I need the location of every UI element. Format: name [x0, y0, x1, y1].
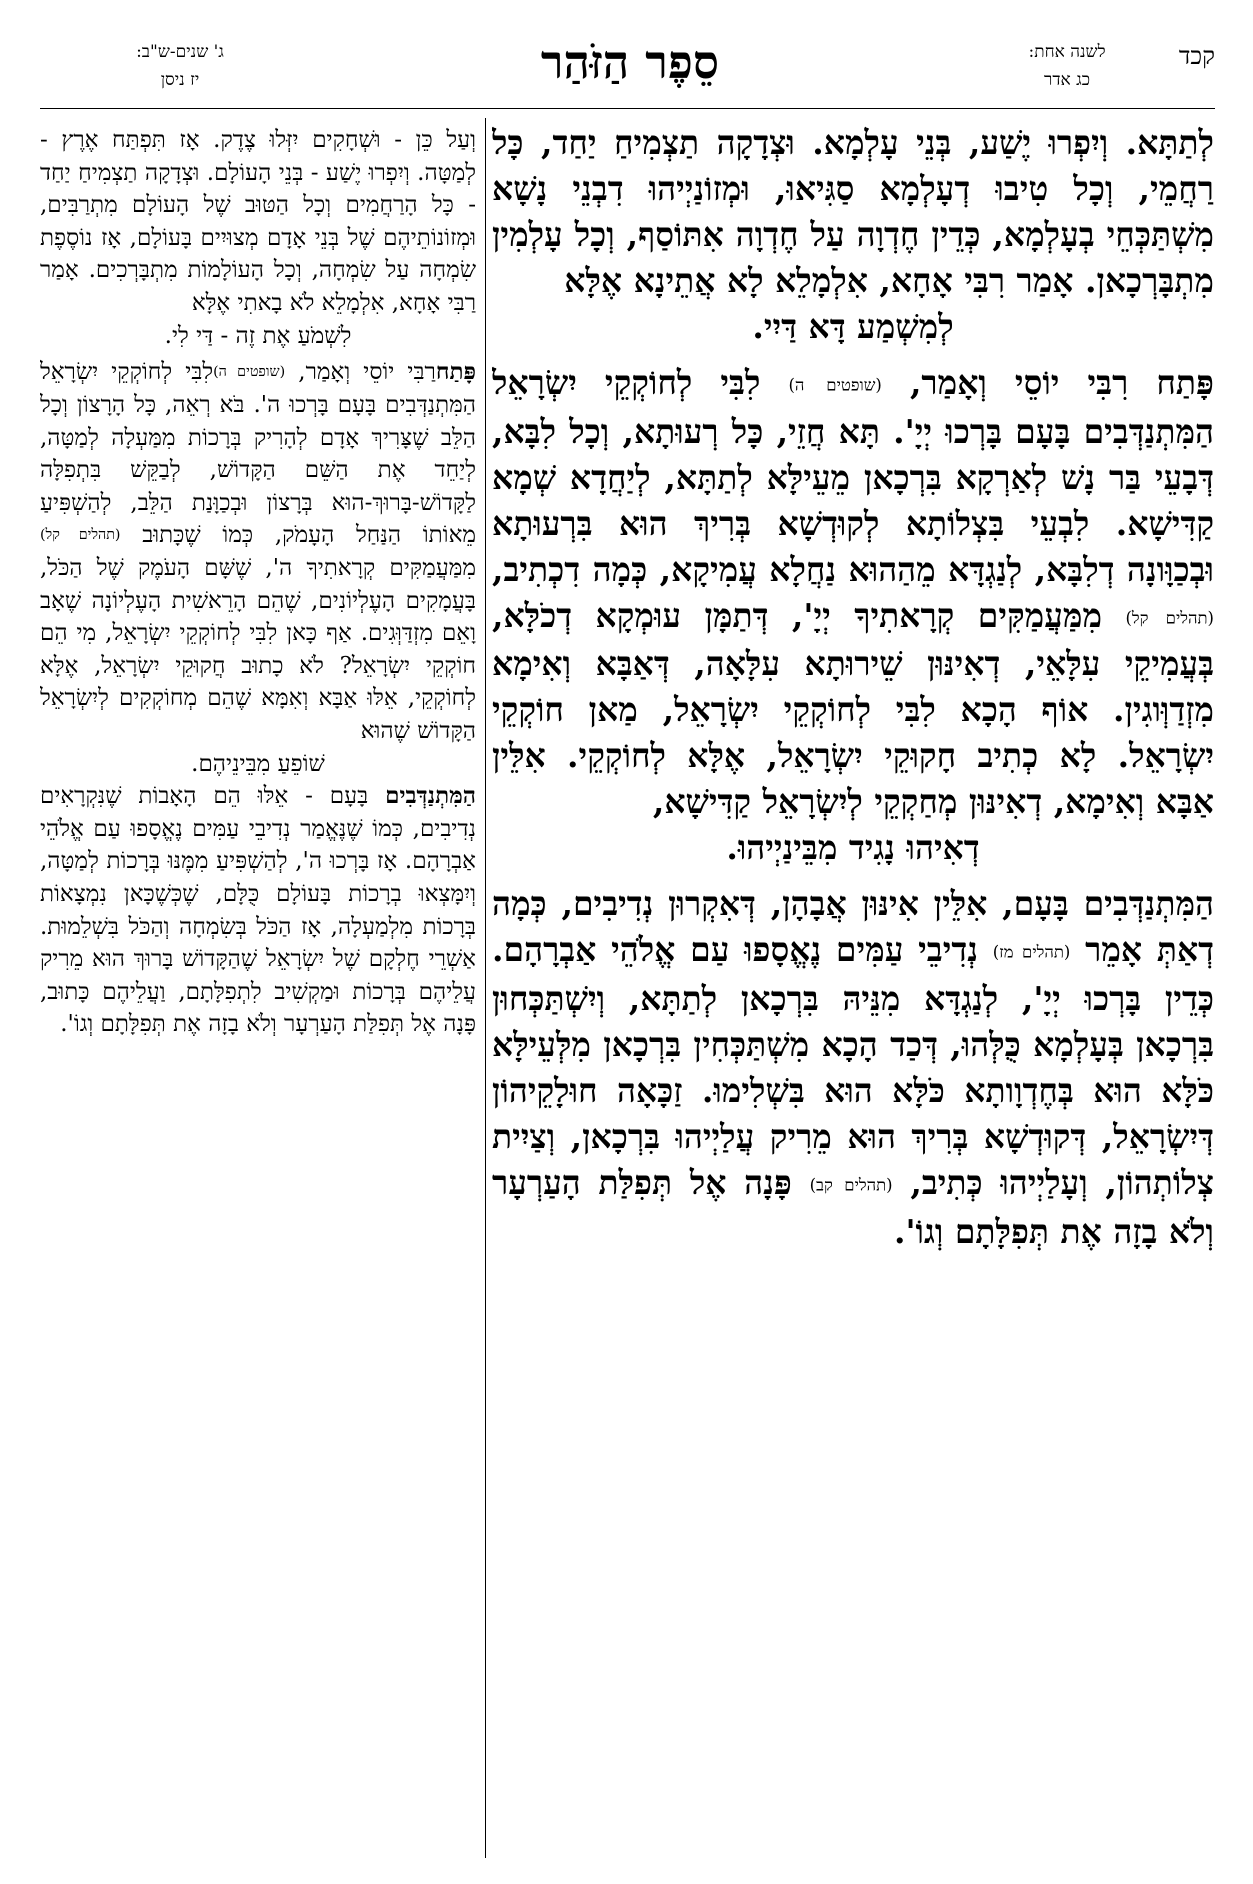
citation-tehillim-kl: (תהלים קל) [1125, 608, 1214, 628]
side-paragraph-2 [40, 356, 476, 747]
portion-reference [40, 38, 320, 94]
main-paragraph-2 [492, 360, 1214, 825]
citation-tehillim-mz: (תהלים מז) [992, 943, 1071, 963]
hebrew-translation-column [40, 124, 476, 1860]
main-paragraph-2-continuation: מִמַּעֲמַקִּים קְרָאתִיךָ יְיָ', דְּתַמָּן עוּמְקָא דְכֹלָּא, בְּעֲמִיקֵי עִלָּאֵי, דְאִינּוּן שֵׁירוּתָא עִלָּאָה, דְּאַבָּא וְאִימָא מִזְדַוְּוגִין. אוֹף הָכָא לִבִּי לְחוֹקְקֵי יִשְׂרָאֵל, מַאן חוֹקְקֵי יִשְׂרָאֵל. לָא כְתִיב חָקוּקֵי יִשְׂרָאֵל, אֶלָּא לְחוֹקְקֵי. אִלֵּין אַבָּא וְאִימָא, דְאִינּוּן מְחַקְקֵי לְיִשְׂרָאֵל קַדִּישָׁא, [492, 595, 1214, 822]
portion-years: ג' שנים-ש"ב: [136, 42, 224, 62]
side-citation-tehillim-kl: (תהלים קל) [40, 527, 121, 544]
side-paragraph-2-continuation: מִמַּעֲמַקִּים קְרָאתִיךָ ה', שֶׁשָּׁם הָעֹמֶק שֶׁל הַכֹּל, בָּעֲמָקִים הָעֶלְיוֹנִים, שֶׁהֵם הָרֵאשִׁית הָעֶלְיוֹנָה שֶׁאָב וָאֵם מִזְדַּוְּגִים. אַף כָּאן לִבִּי לְחוֹקְקֵי יִשְׂרָאֵל, מִי הֵם חוֹקְקֵי יִשְׂרָאֵל? לֹא כָתוּב חֲקוּקֵי יִשְׂרָאֵל, אֶלָּא לְחוֹקְקֵי, אֵלּוּ אַבָּא וְאִמָּא שֶׁהֵם מְחוֹקְקִים לְיִשְׂרָאֵל הַקָּדוֹשׁ שֶׁהוּא [40, 555, 476, 744]
main-paragraph-2-end: דְאִיהוּ נָגִיד מִבֵּינַיְיהוּ. [726, 828, 980, 868]
portion-date: יז ניסן [160, 70, 200, 90]
main-paragraph-1 [492, 120, 1214, 304]
daily-reference [987, 38, 1147, 94]
side-citation-shoftim: (שופטים ה) [213, 364, 286, 381]
side-paragraph-1: וְעַל כֵּן - וּשְׁחָקִים יִזְּלוּ צֶדֶק. אָז תִּפְתַּח אֶרֶץ - לְמַטָּה. וְיִפְרוּ יֶשַׁע - בְּנֵי הָעוֹלָם. וּצְדָקָה תַצְמִיחַ יַחַד - כָּל הָרַחֲמִים וְכָל הַטּוּב שֶׁל הָעוֹלָם מִתְרַבִּים, וּמְזוֹנוֹתֵיהֶם שֶׁל בְּנֵי אָדָם מְצוּיִים בָּעוֹלָם, אָז נוֹסֶפֶת שִׂמְחָה עַל שִׂמְחָה, וְכָל הָעוֹלָמוֹת מִתְבָּרְכִים. אָמַר רַבִּי אָחָא, אִלְמָלֵא לֹא בָאתִי אֶלָּא [40, 127, 476, 316]
main-paragraph-1-end: לְמִשְׁמַע דָּא דַּיִי. [752, 307, 954, 346]
main-paragraph-2-text: לִבִּי לְחוֹקְקֵי יִשְׂרָאֵל הַמִּתְנַדְּבִים בָּעָם בָּרְכוּ יְיָ'. תָּא חֲזֵי, כָּל רְעוּתָא, וְכָל לִבָּא, דְּבָעֵי בַּר נָשׁ לְאַרְקָא בִּרְכָאן מֵעֵילָּא לְתַתָּא, לְיַחֲדָא שְׁמָא קַדִּישָׁא. לִבְעֵי בִּצְלוֹתָא לְקוּדְשָׁא בְּרִיךְ הוּא בִּרְעוּתָא וּבְכַוָּונָה דְלִבָּא, לְנַגְדָּא מֵהַהוּא נַחֲלָא עֲמִיקָא, כְּמָה דִכְתִיב, [492, 363, 1214, 589]
main-paragraph-3-opening: הַמִּתְנַדְּבִים בָּעָם, אִלֵּין אִינּוּן אֲבָהָן, דְּאִקְרוּן נְדִיבִים, כְּמָה דְאַתְּ אָמֵר [492, 884, 1214, 970]
aramaic-text-column [492, 120, 1214, 1860]
main-paragraph-3-continuation: פָּנָה אֶל תְּפִלַּת הָעַרְעָר וְלֹא בָזָה אֶת תְּפִלָּתָם וְגוֹ'. [492, 1163, 1214, 1251]
column-divider [485, 118, 486, 1858]
side-paragraph-3-lead-word: הַמִּתְנַדְּבִים [385, 782, 476, 810]
side-paragraph-2-end: שׁוֹפֵעַ מִבֵּינֵיהֶם. [191, 750, 325, 777]
citation-tehillim-kb: (תהלים קב) [809, 1175, 893, 1195]
main-paragraph-3 [492, 881, 1214, 1254]
side-paragraph-1-end: לִשְׁמֹעַ אֶת זֶה - דַּי לִי. [164, 322, 352, 349]
page-header [40, 34, 1215, 104]
daily-date: כג אדר [1043, 70, 1091, 90]
side-paragraph-2-text: לִבִּי לְחוֹקְקֵי יִשְׂרָאֵל הַמִּתְנַדְּבִים בָּעָם בָּרְכוּ ה'. בֹּא רְאֵה, כָּל הָרָצוֹן וְכָל הַלֵּב שֶׁצָּרִיךְ אָדָם לְהָרִיק בְּרָכוֹת מִמַּעְלָה לְמַטָּה, לְיַחֵד אֶת הַשֵּׁם הַקָּדוֹשׁ, לְבַקֵּשׁ בִּתְפִלָּה לַקָּדוֹשׁ-בָּרוּךְ-הוּא בְּרָצוֹן וּבְכַוָּנַת הַלֵּב, לְהַשְׁפִּיעַ מֵאוֹתוֹ הַנַּחַל הָעָמֹק, כְּמוֹ שֶׁכָּתוּב [40, 359, 476, 549]
main-paragraph-1-text: לְתַתָּא. וְיִפְרוּ יֶשַׁע, בְּנֵי עָלְמָא. וּצְדָקָה תַצְמִיחַ יַחַד, כָּל רַחֲמֵי, וְכָל טִיבוּ דְעָלְמָא סַגִּיאוּ, וּמְזוֹנַיְיהוּ דִבְנֵי נָשָׁא מִשְׁתַּכְּחֵי בְעָלְמָא, כְּדֵין חֶדְוָה עַל חֶדְוָה אִתּוֹסַף, וְכָל עָלְמִין מִתְבָּרְכָאן. אָמַר רִבִּי אָחָא, אִלְמָלֵא לָא אֲתֵינָא אֶלָּא [492, 123, 1214, 300]
side-paragraph-3 [40, 780, 476, 1041]
book-title: סֵפֶר הַזֹּהַר [540, 35, 720, 89]
header-divider [40, 108, 1215, 109]
main-paragraph-2-opening: פָּתַח רִבִּי יוֹסֵי וְאָמַר, [909, 363, 1214, 402]
daily-schedule: לשנה אחת: [1028, 42, 1106, 62]
side-paragraph-3-text: בָּעָם - אֵלּוּ הֵם הָאָבוֹת שֶׁנִּקְרָאִים נְדִיבִים, כְּמוֹ שֶׁנֶּאֱמַר נְדִיבֵי עַמִּים נֶאֱסָפוּ עַם אֱלֹהֵי אַבְרָהָם. אָז בָּרְכוּ ה', לְהַשְׁפִּיעַ מִמֶּנּוּ בְּרָכוֹת לְמַטָּה, וְיִמָּצְאוּ בְרָכוֹת בָּעוֹלָם כֻּלָּם, שֶׁכְּשֶׁכָּאן נִמְצָאוֹת בְּרָכוֹת מִלְמַעְלָה, אָז הַכֹּל בְּשִׂמְחָה וְהַכֹּל בִּשְׁלֵמוּת. אַשְׁרֵי חֶלְקָם שֶׁל יִשְׂרָאֵל שֶׁהַקָּדוֹשׁ בָּרוּךְ הוּא מֵרִיק עֲלֵיהֶם בְּרָכוֹת וּמַקְשִׁיב לִתְפִלָּתָם, וַעֲלֵיהֶם כָּתוּב, פָּנָה אֶל תְּפִלַּת הָעַרְעָר וְלֹא בָזָה אֶת תְּפִלָּתָם וְגוֹ'. [40, 783, 476, 1038]
page-number: קכד [1178, 42, 1215, 70]
citation-shoftim: (שופטים ה) [788, 375, 882, 395]
side-paragraph-2-lead-word: פָּתַח [435, 358, 476, 386]
side-paragraph-2-opening: רַבִּי יוֹסֵי וְאָמַר, [298, 359, 436, 386]
main-paragraph-3-text: נְדִיבֵי עַמִּים נֶאֱסָפוּ עַם אֱלֹהֵי אַבְרָהָם. כְּדֵין בָּרְכוּ יְיָ', לְנַגְדָּא מִנֵּיהּ בִּרְכָאן לְתַתָּא, וְיִשְׁתַּכְּחוּן בִּרְכָאן בְּעָלְמָא כֻּלְּהוּ, דְּכַד הָכָא מִשְׁתַּכְּחִין בִּרְכָאן מִלְּעֵילָּא כֹּלָּא הוּא בְּחֶדְוָותָא כֹּלָּא הוּא בִּשְׁלִימוּ. זַכָּאָה חוּלָקֵיהוֹן דְּיִשְׂרָאֵל, דְּקוּדְשָׁא בְּרִיךְ הוּא מֵרִיק עֲלַיְיהוּ בִּרְכָאן, וְצַיִית צְלוֹתְהוֹן, וְעָלַיְיהוּ כְּתִיב, [492, 930, 1214, 1203]
